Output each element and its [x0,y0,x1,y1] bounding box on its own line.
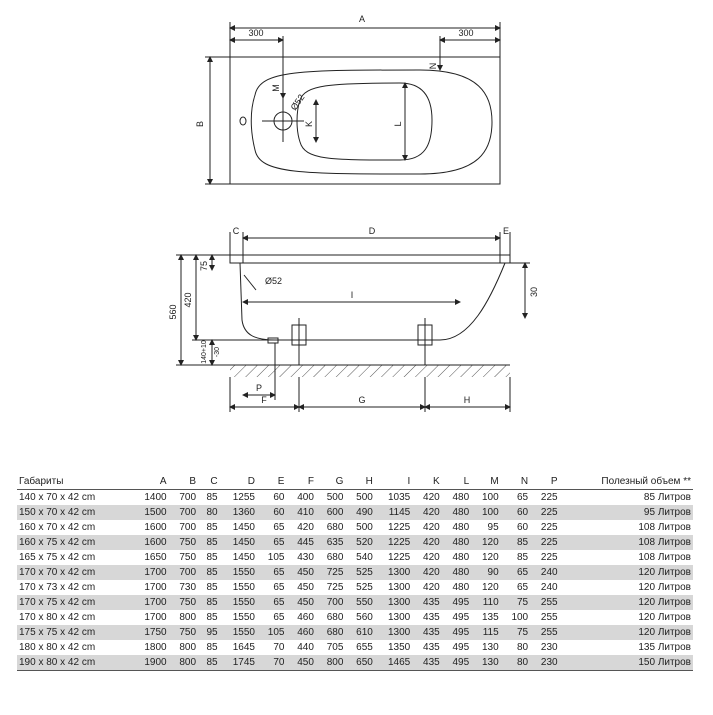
table-cell: 85 [206,612,218,623]
table-cell: 90 [471,565,500,580]
table-cell: 480 [442,565,471,580]
table-cell: 700 [316,595,345,610]
table-cell: 435 [423,612,440,623]
column-header: N [520,476,529,487]
column-header: E [277,476,285,487]
table-cell: 230 [530,655,559,671]
table-cell: 1900 [131,655,168,671]
table-cell: 60 [517,522,529,533]
table-cell: 480 [452,492,470,503]
dim-drain-side-label: Ø52 [265,276,283,286]
overflow-mark [240,117,246,125]
table-cell: 1300 [388,582,411,593]
table-cell: 1360 [220,505,257,520]
table-cell: 440 [297,642,314,653]
dim-300-right-label: 300 [458,28,474,38]
table-row [17,535,693,550]
table-cell: 420 [423,522,440,533]
table-cell: 150 Литров [560,655,693,671]
table-cell: 1255 [232,492,255,503]
column-header: I [407,476,411,487]
table-cell: 170 x 70 x 42 cm [17,565,131,580]
table-cell: 655 [356,642,373,653]
column-header: B [189,476,197,487]
table-cell: 460 [297,612,314,623]
table-cell: 680 [326,522,344,533]
table-cell: 150 x 70 x 42 cm [17,505,131,520]
column-header: C [210,476,218,487]
dim-c-label: C [232,226,240,236]
table-header-row [17,474,693,490]
table-cell: 680 [326,552,344,563]
table-cell: 85 [501,535,530,550]
dim-f-label: F [261,395,267,405]
table-cell: 65 [501,565,530,580]
tub-basin-top [251,70,492,174]
table-cell: 435 [412,625,441,640]
column-header: L [463,476,470,487]
table-cell: 225 [540,492,558,503]
table-cell: 1650 [144,552,167,563]
dim-drain-top-label: Ø52 [288,92,307,113]
tub-rim-side [230,255,510,263]
table-cell: 1750 [131,625,168,640]
table-cell: 445 [286,535,315,550]
table-cell: 105 [257,625,286,640]
table-cell: 1550 [220,565,257,580]
table-row [17,655,693,671]
table-cell: 725 [326,582,344,593]
table-cell: 1600 [144,522,167,533]
table-cell: 540 [356,552,373,563]
table-cell: 240 [530,565,559,580]
table-cell: 495 [452,642,470,653]
table-cell: 700 [179,522,197,533]
table-cell: 65 [273,582,285,593]
table-cell: 435 [412,595,441,610]
table-cell: 495 [442,625,471,640]
dim-30-label: 30 [529,286,539,298]
table-cell: 430 [297,552,314,563]
table-cell: 420 [412,565,441,580]
table-cell: 110 [471,595,500,610]
table-cell: 635 [316,535,345,550]
table-cell: 1700 [144,612,167,623]
table-cell: 420 [412,535,441,550]
dim-l-label: L [393,121,403,127]
table-cell: 700 [169,505,198,520]
table-cell: 1300 [375,565,412,580]
table-cell: 65 [517,582,529,593]
table-cell: 420 [423,492,440,503]
table-cell: 60 [273,492,285,503]
table-cell: 65 [273,522,285,533]
table-cell: 500 [356,492,373,503]
table-cell: 85 [198,565,220,580]
table-cell: 75 [501,595,530,610]
table-cell: 190 x 80 x 42 cm [17,655,131,671]
column-header: G [335,476,344,487]
table-cell: 480 [442,535,471,550]
table-cell: 100 [511,612,529,623]
dim-75-label: 75 [199,260,209,272]
table-cell: 115 [471,625,500,640]
table-cell: 1035 [388,492,411,503]
table-cell: 225 [540,552,558,563]
table-cell: 120 Литров [638,582,691,593]
table-cell: 60 [257,505,286,520]
table-cell: 85 Литров [643,492,691,503]
table-cell: 1300 [388,612,411,623]
table-cell: 1225 [388,522,411,533]
table-cell: 95 [487,522,499,533]
table-cell: 750 [169,535,198,550]
table-cell: 100 [481,492,499,503]
table-cell: 480 [452,522,470,533]
table-cell: 240 [540,582,558,593]
table-cell: 105 [267,552,285,563]
table-cell: 480 [452,582,470,593]
table-cell: 1225 [375,535,412,550]
table-cell: 1645 [232,642,255,653]
table-cell: 1400 [144,492,167,503]
table-cell: 160 x 75 x 42 cm [17,535,131,550]
table-cell: 525 [356,582,373,593]
table-cell: 120 [471,535,500,550]
dim-g-label: G [358,395,366,405]
table-cell: 560 [356,612,373,623]
dim-i-label: I [350,290,354,300]
table-cell: 120 [481,552,499,563]
table-cell: 1225 [388,552,411,563]
table-cell: 120 Литров [638,612,691,623]
table-cell: 255 [530,625,559,640]
table-cell: 450 [286,565,315,580]
table-cell: 230 [540,642,558,653]
table-cell: 520 [345,535,374,550]
table-cell: 1450 [220,535,257,550]
table-cell: 495 [442,595,471,610]
table-cell: 180 x 80 x 42 cm [19,642,96,653]
table-cell: 225 [530,535,559,550]
table-cell: 480 [452,552,470,563]
table-cell: 1745 [220,655,257,671]
column-header: H [365,476,373,487]
table-cell: 1700 [131,565,168,580]
table-row [17,640,693,655]
table-cell: 120 Литров [560,565,693,580]
column-header: A [159,476,167,487]
table-cell: 1550 [232,582,255,593]
table-cell: 500 [356,522,373,533]
table-cell: 420 [423,582,440,593]
table-cell: 85 [198,655,220,671]
table-cell: 130 [481,642,499,653]
table-cell: 420 [297,522,314,533]
table-cell: 160 x 70 x 42 cm [19,522,96,533]
dim-d-label: D [368,226,376,236]
table-cell: 730 [179,582,197,593]
table-cell: 95 Литров [560,505,693,520]
table-row [17,565,693,580]
table-row [17,490,693,506]
dim-420-label: 420 [183,292,193,308]
table-cell: 75 [501,625,530,640]
table-cell: 65 [257,595,286,610]
table-cell: 65 [257,535,286,550]
table-cell: 80 [501,655,530,671]
tub-bottom-top [297,83,432,160]
table-cell: 1350 [388,642,411,653]
table-cell: 120 Литров [560,595,693,610]
table-cell: 108 Литров [560,535,693,550]
column-header: Полезный объем ** [601,476,691,487]
table-cell: 650 [345,655,374,671]
table-cell: 165 x 75 x 42 cm [19,552,96,563]
table-cell: 1550 [232,612,255,623]
table-cell: 1800 [144,642,167,653]
table-cell: 65 [517,492,529,503]
column-header: K [433,476,440,487]
dim-h-label: H [463,395,471,405]
table-cell: 85 [206,552,218,563]
table-cell: 450 [297,582,314,593]
table-cell: 435 [412,655,441,671]
table-cell: 725 [316,565,345,580]
table-cell: 420 [423,552,440,563]
dim-m-label: M [271,84,281,92]
table-cell: 435 [423,642,440,653]
table-cell: 750 [169,595,198,610]
table-cell: 80 [198,505,220,520]
dim-140-label: 140+10 [201,340,208,364]
table-cell: 550 [345,595,374,610]
column-header: P [550,476,558,487]
dim-e-label: E [502,226,510,236]
table-cell: 800 [179,642,197,653]
table-cell: 460 [286,625,315,640]
table-cell: 800 [179,612,197,623]
table-cell: 108 Литров [638,522,691,533]
dim-n-label: N [428,62,438,70]
table-cell: 1700 [144,582,167,593]
table-cell: 680 [326,612,344,623]
table-cell: 60 [501,505,530,520]
dimensions-table [17,474,693,671]
table-cell: 70 [257,655,286,671]
table-cell: 135 [481,612,499,623]
table-cell: 495 [452,612,470,623]
side-view [176,232,530,412]
table-cell: 225 [540,522,558,533]
table-cell: 1600 [131,535,168,550]
column-header: Габариты [19,476,64,487]
table-cell: 1300 [375,595,412,610]
table-row [17,580,693,595]
table-cell: 700 [179,492,197,503]
table-cell: 85 [206,492,218,503]
table-cell: 400 [297,492,314,503]
table-row [17,550,693,565]
table-cell: 170 x 73 x 42 cm [19,582,96,593]
table-cell: 85 [206,642,218,653]
table-cell: 610 [345,625,374,640]
table-cell: 1500 [131,505,168,520]
table-cell: 65 [273,612,285,623]
table-cell: 120 [481,582,499,593]
table-cell: 135 Литров [638,642,691,653]
table-cell: 255 [540,612,558,623]
table-cell: 85 [198,595,220,610]
table-cell: 65 [257,565,286,580]
table-cell: 1465 [375,655,412,671]
table-cell: 1700 [131,595,168,610]
table-cell: 500 [326,492,344,503]
table-cell: 700 [169,565,198,580]
table-cell: 450 [286,655,315,671]
table-cell: 480 [442,505,471,520]
table-cell: 1550 [220,625,257,640]
table-cell: 170 x 75 x 42 cm [17,595,131,610]
dim-140b-label: -30 [214,346,221,358]
table-cell: 80 [517,642,529,653]
table-cell: 800 [316,655,345,671]
table-cell: 600 [316,505,345,520]
table-row [17,610,693,625]
dim-560-label: 560 [168,304,178,320]
table-cell: 1550 [220,595,257,610]
table-cell: 450 [286,595,315,610]
table-cell: 750 [169,625,198,640]
table-cell: 175 x 75 x 42 cm [17,625,131,640]
dim-300-left-label: 300 [248,28,264,38]
table-cell: 85 [198,535,220,550]
table-cell: 95 [198,625,220,640]
column-header: D [247,476,255,487]
table-cell: 255 [530,595,559,610]
table-cell: 705 [326,642,344,653]
table-cell: 420 [412,505,441,520]
dim-a-label: A [358,14,366,24]
table-cell: 680 [316,625,345,640]
table-cell: 1450 [232,552,255,563]
table-cell: 495 [442,655,471,671]
dim-b-label: B [195,120,205,128]
table-cell: 525 [345,565,374,580]
table-cell: 1145 [375,505,412,520]
table-cell: 108 Литров [638,552,691,563]
table-cell: 800 [169,655,198,671]
table-cell: 70 [273,642,285,653]
floor-hatch [230,365,510,377]
table-cell: 225 [530,505,559,520]
table-row [17,625,693,640]
table-cell: 1450 [232,522,255,533]
table-cell: 490 [345,505,374,520]
table-cell: 85 [206,582,218,593]
table-row [17,595,693,610]
table-cell: 140 x 70 x 42 cm [19,492,96,503]
table-row [17,520,693,535]
table-row [17,505,693,520]
table-cell: 100 [471,505,500,520]
table-cell: 750 [179,552,197,563]
column-header: F [307,476,314,487]
dim-p-label: P [255,383,263,393]
column-header: M [490,476,499,487]
table-cell: 85 [206,522,218,533]
table-cell: 410 [286,505,315,520]
table-cell: 85 [517,552,529,563]
table-cell: 1300 [375,625,412,640]
table-cell: 130 [471,655,500,671]
table-cell: 120 Литров [560,625,693,640]
top-view [205,22,500,184]
dim-k-label: K [304,120,314,128]
table-cell: 170 x 80 x 42 cm [19,612,96,623]
